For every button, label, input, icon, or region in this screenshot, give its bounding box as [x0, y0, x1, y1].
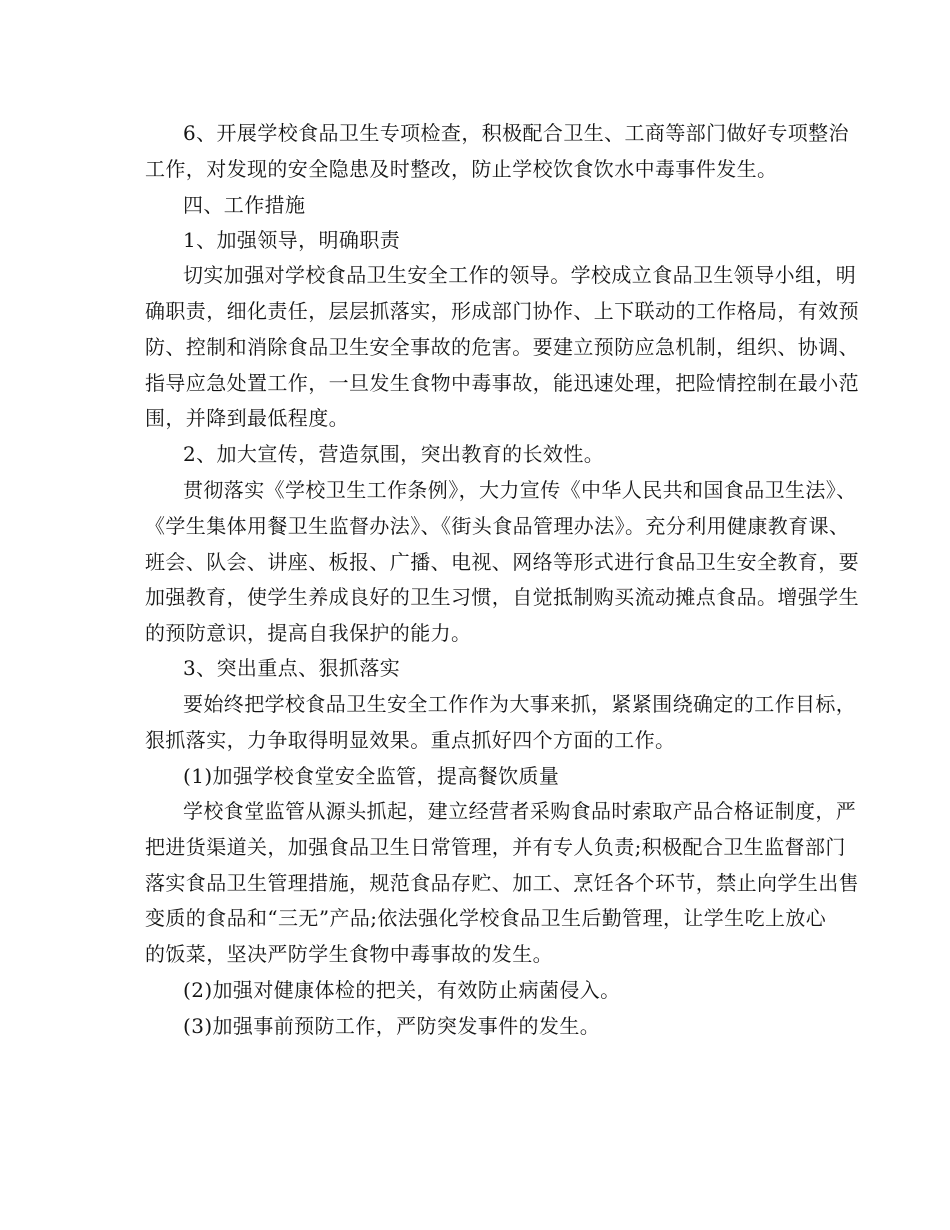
body-text-line: 狠抓落实，力争取得明显效果。重点抓好四个方面的工作。	[145, 728, 676, 752]
body-text-line: 围，并降到最低程度。	[145, 406, 349, 430]
body-text-line: 的预防意识，提高自我保护的能力。	[145, 621, 472, 645]
subsection-heading: 3、突出重点、狠抓落实	[183, 656, 401, 680]
body-text-line: 落实食品卫生管理措施，规范食品存贮、加工、烹饪各个环节，禁止向学生出售	[145, 871, 859, 895]
section-heading: 四、工作措施	[183, 193, 306, 217]
subsection-heading: 1、加强领导，明确职责	[183, 228, 401, 252]
body-text-line: 工作，对发现的安全隐患及时整改，防止学校饮食饮水中毒事件发生。	[145, 157, 778, 181]
body-text-line: 《学生集体用餐卫生监督办法》、《街头食品管理办法》。充分利用健康教育课、	[145, 514, 850, 538]
body-text-line: 班会、队会、讲座、板报、广播、电视、网络等形式进行食品卫生安全教育，要	[145, 550, 859, 574]
list-item-heading: (1)加强学校食堂安全监管，提高餐饮质量	[183, 764, 560, 788]
body-text-line: 要始终把学校食品卫生安全工作作为大事来抓，紧紧围绕确定的工作目标，	[183, 692, 857, 716]
body-text-line: 6、开展学校食品卫生专项检查，积极配合卫生、工商等部门做好专项整治	[183, 121, 849, 145]
list-item-heading: (2)加强对健康体检的把关，有效防止病菌侵入。	[183, 978, 621, 1002]
body-text-line: 把进货渠道关，加强食品卫生日常管理，并有专人负责;积极配合卫生监督部门	[145, 835, 846, 859]
body-text-line: 指导应急处置工作，一旦发生食物中毒事故，能迅速处理，把险情控制在最小范	[145, 371, 859, 395]
body-text-line: 贯彻落实《学校卫生工作条例》，大力宣传《中华人民共和国食品卫生法》、	[183, 478, 857, 502]
body-text-line: 变质的食品和“三无”产品;依法强化学校食品卫生后勤管理，让学生吃上放心	[145, 906, 827, 930]
subsection-heading: 2、加大宣传，营造氛围，突出教育的长效性。	[183, 442, 605, 466]
body-text-line: 确职责，细化责任，层层抓落实，形成部门协作、上下联动的工作格局，有效预	[145, 299, 859, 323]
list-item-heading: (3)加强事前预防工作，严防突发事件的发生。	[183, 1014, 601, 1038]
body-text-line: 加强教育，使学生养成良好的卫生习惯，自觉抵制购买流动摊点食品。增强学生	[145, 585, 859, 609]
body-text-line: 的饭菜，坚决严防学生食物中毒事故的发生。	[145, 942, 553, 966]
body-text-line: 学校食堂监管从源头抓起，建立经营者采购食品时索取产品合格证制度，严	[183, 799, 857, 823]
body-text-line: 切实加强对学校食品卫生安全工作的领导。学校成立食品卫生领导小组，明	[183, 263, 857, 287]
body-text-line: 防、控制和消除食品卫生安全事故的危害。要建立预防应急机制，组织、协调、	[145, 335, 859, 359]
